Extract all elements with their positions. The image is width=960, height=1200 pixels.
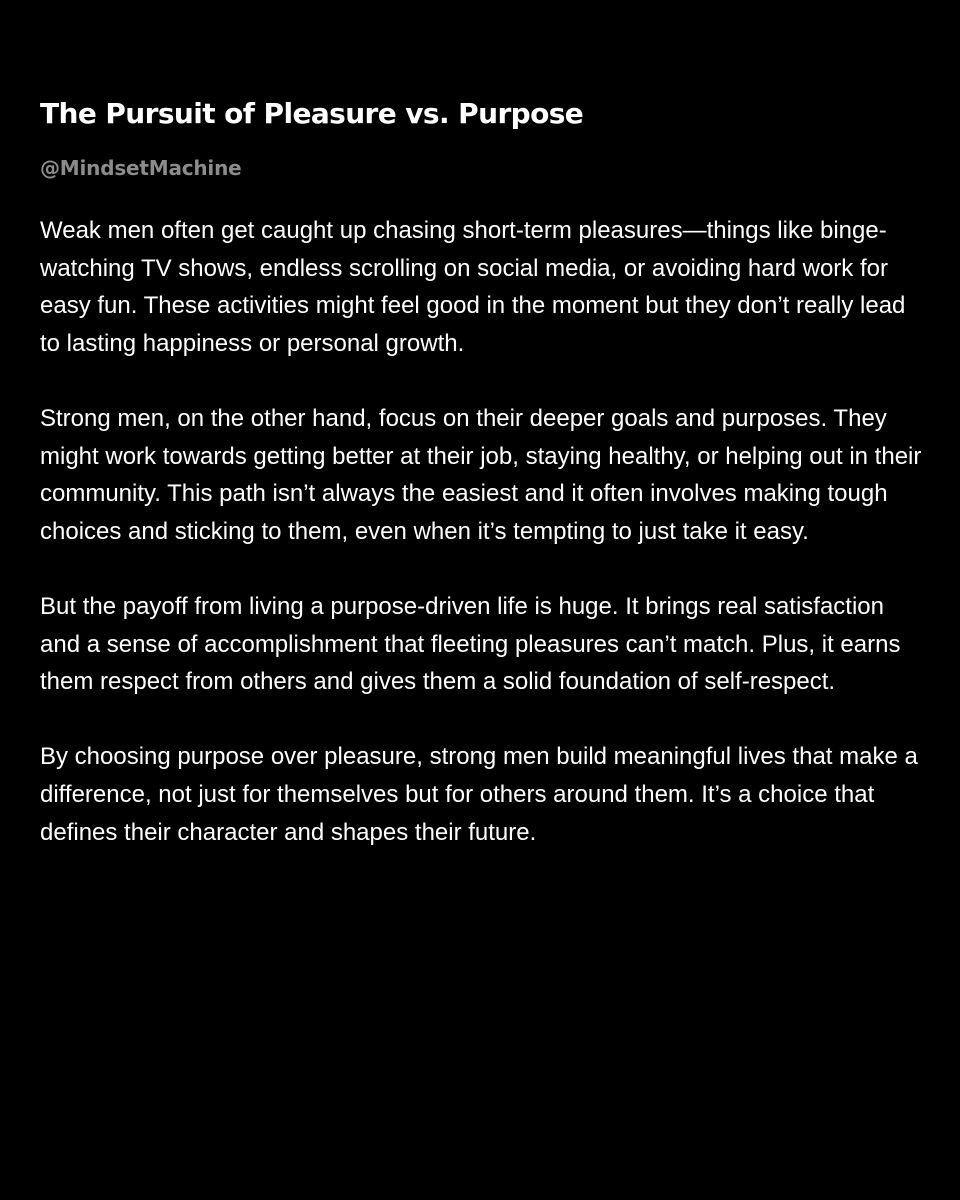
paragraph-4: By choosing purpose over pleasure, strong men build meaningful lives that make a difference, not just for themselves but for others around them. It’s a choice that defines their character and shapes their future.	[40, 743, 918, 846]
paragraph-1: Weak men often get caught up chasing short-term pleasures—things like binge-watching TV shows, endless scrolling on social media, or avoiding hard work for easy fun. These activities might feel good in the moment but they don’t really lead to lasting happiness or personal growth.	[40, 217, 906, 357]
paragraph-2: Strong men, on the other hand, focus on their deeper goals and purposes. They might work towards getting better at their job, staying healthy, or helping out in their community. This path isn’t always the easiest and it often involves making tough choices and sticking to them, even when it’s tempting to just take it easy.	[40, 404, 922, 545]
paragraph-3: But the payoff from living a purpose-driven life is huge. It brings real satisfaction and a sense of accomplishment that fleeting pleasures can’t match. Plus, it earns them respect from others and gives them a solid foundation of self-respect.	[40, 592, 901, 696]
post-card	[40, 92, 930, 851]
post-body	[40, 212, 930, 851]
author-handle: @MindsetMachine	[40, 156, 242, 180]
post-title: The Pursuit of Pleasure vs. Purpose	[40, 97, 584, 130]
